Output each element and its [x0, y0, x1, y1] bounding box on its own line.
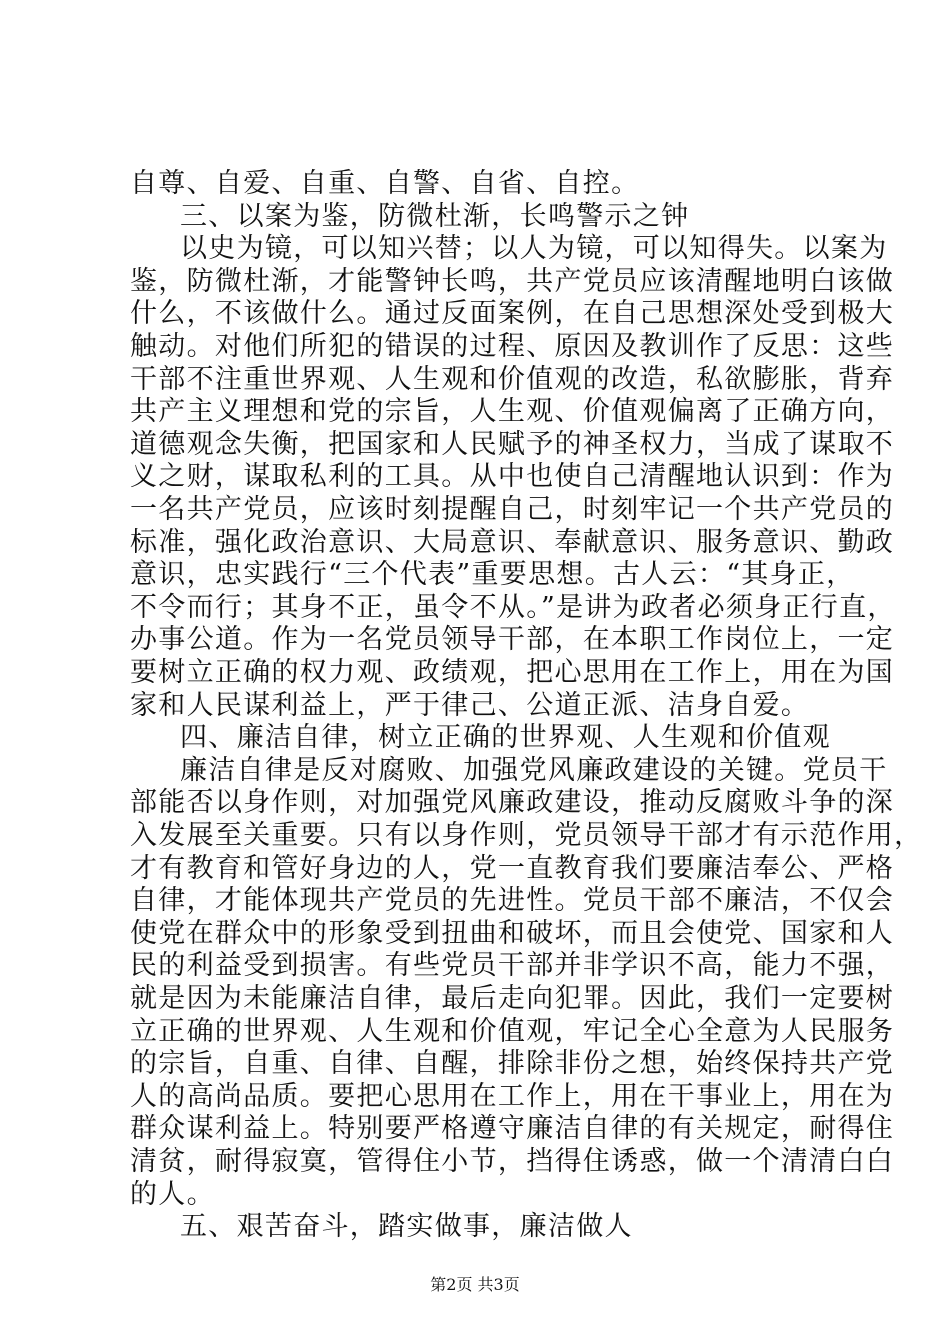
paragraph-line: 入发展至关重要。只有以身作则，党员领导干部才有示范作用， [130, 820, 923, 851]
paragraph-line: 鉴，防微杜渐，才能警钟长鸣，共产党员应该清醒地明白该做 [130, 265, 895, 297]
paragraph-line: 一名共产党员，应该时刻提醒自己，时刻牢记一个共产党员的 [130, 494, 895, 525]
paragraph-line: 部能否以身作则，对加强党风廉政建设，推动反腐败斗争的深 [130, 787, 895, 819]
paragraph-line: 道德观念失衡，把国家和人民赋予的神圣权力，当成了谋取不 [130, 428, 895, 460]
paragraph-line: 的人。 [130, 1178, 215, 1210]
section-heading-3: 三、以案为鉴，防微杜渐，长鸣警示之钟 [180, 200, 690, 232]
paragraph-line: 共产主义理想和党的宗旨，人生观、价值观偏离了正确方向， [130, 396, 895, 428]
paragraph-line: 什么，不该做什么。通过反面案例，在自己思想深处受到极大 [130, 298, 895, 330]
paragraph-line: 标准，强化政治意识、大局意识、奉献意识、服务意识、勤政 [130, 526, 895, 558]
paragraph-line: 意识，忠实践行“三个代表”重要思想。古人云：“其身正， [130, 559, 855, 591]
paragraph-line: 要树立正确的权力观、政绩观，把心思用在工作上，用在为国 [130, 657, 895, 688]
paragraph-line: 不令而行；其身不正，虽令不从。”是讲为政者必须身正行直， [130, 591, 896, 623]
paragraph-line: 以史为镜，可以知兴替；以人为镜，可以知得失。以案为 [180, 233, 888, 265]
paragraph-line: 的宗旨，自重、自律、自醒，排除非份之想，始终保持共产党 [130, 1048, 895, 1080]
section-heading-5: 五、艰苦奋斗，踏实做事，廉洁做人 [180, 1211, 633, 1243]
paragraph-line: 使党在群众中的形象受到扭曲和破坏，而且会使党、国家和人 [130, 917, 895, 949]
paragraph-line: 就是因为未能廉洁自律，最后走向犯罪。因此，我们一定要树 [130, 983, 895, 1014]
paragraph-line: 触动。对他们所犯的错误的过程、原因及教训作了反思：这些 [130, 331, 895, 362]
paragraph-line: 人的高尚品质。要把心思用在工作上，用在干事业上，用在为 [130, 1080, 895, 1112]
paragraph-line: 群众谋利益上。特别要严格遵守廉洁自律的有关规定，耐得住 [130, 1113, 895, 1145]
paragraph-line: 办事公道。作为一名党员领导干部，在本职工作岗位上，一定 [130, 624, 895, 656]
paragraph-line: 廉洁自律是反对腐败、加强党风廉政建设的关键。党员干 [180, 754, 888, 786]
paragraph-line: 干部不注重世界观、人生观和价值观的改造，私欲膨胀，背弃 [130, 363, 895, 395]
paragraph-line: 义之财，谋取私利的工具。从中也使自己清醒地认识到：作为 [130, 461, 895, 493]
section-heading-4: 四、廉洁自律，树立正确的世界观、人生观和价值观 [180, 722, 831, 754]
paragraph-line: 民的利益受到损害。有些党员干部并非学识不高，能力不强， [130, 950, 895, 982]
paragraph-line: 清贫，耐得寂寞，管得住小节，挡得住诱惑，做一个清清白白 [130, 1146, 895, 1177]
paragraph-line: 自尊、自爱、自重、自警、自省、自控。 [130, 168, 640, 199]
page-footer: 第2页 共3页 [430, 1275, 520, 1294]
paragraph-line: 家和人民谋利益上，严于律己、公道正派、洁身自爱。 [130, 689, 810, 721]
paragraph-line: 自律，才能体现共产党员的先进性。党员干部不廉洁，不仅会 [130, 885, 895, 917]
paragraph-line: 才有教育和管好身边的人，党一直教育我们要廉洁奉公、严格 [130, 852, 895, 884]
paragraph-line: 立正确的世界观、人生观和价值观，牢记全心全意为人民服务 [130, 1015, 895, 1047]
